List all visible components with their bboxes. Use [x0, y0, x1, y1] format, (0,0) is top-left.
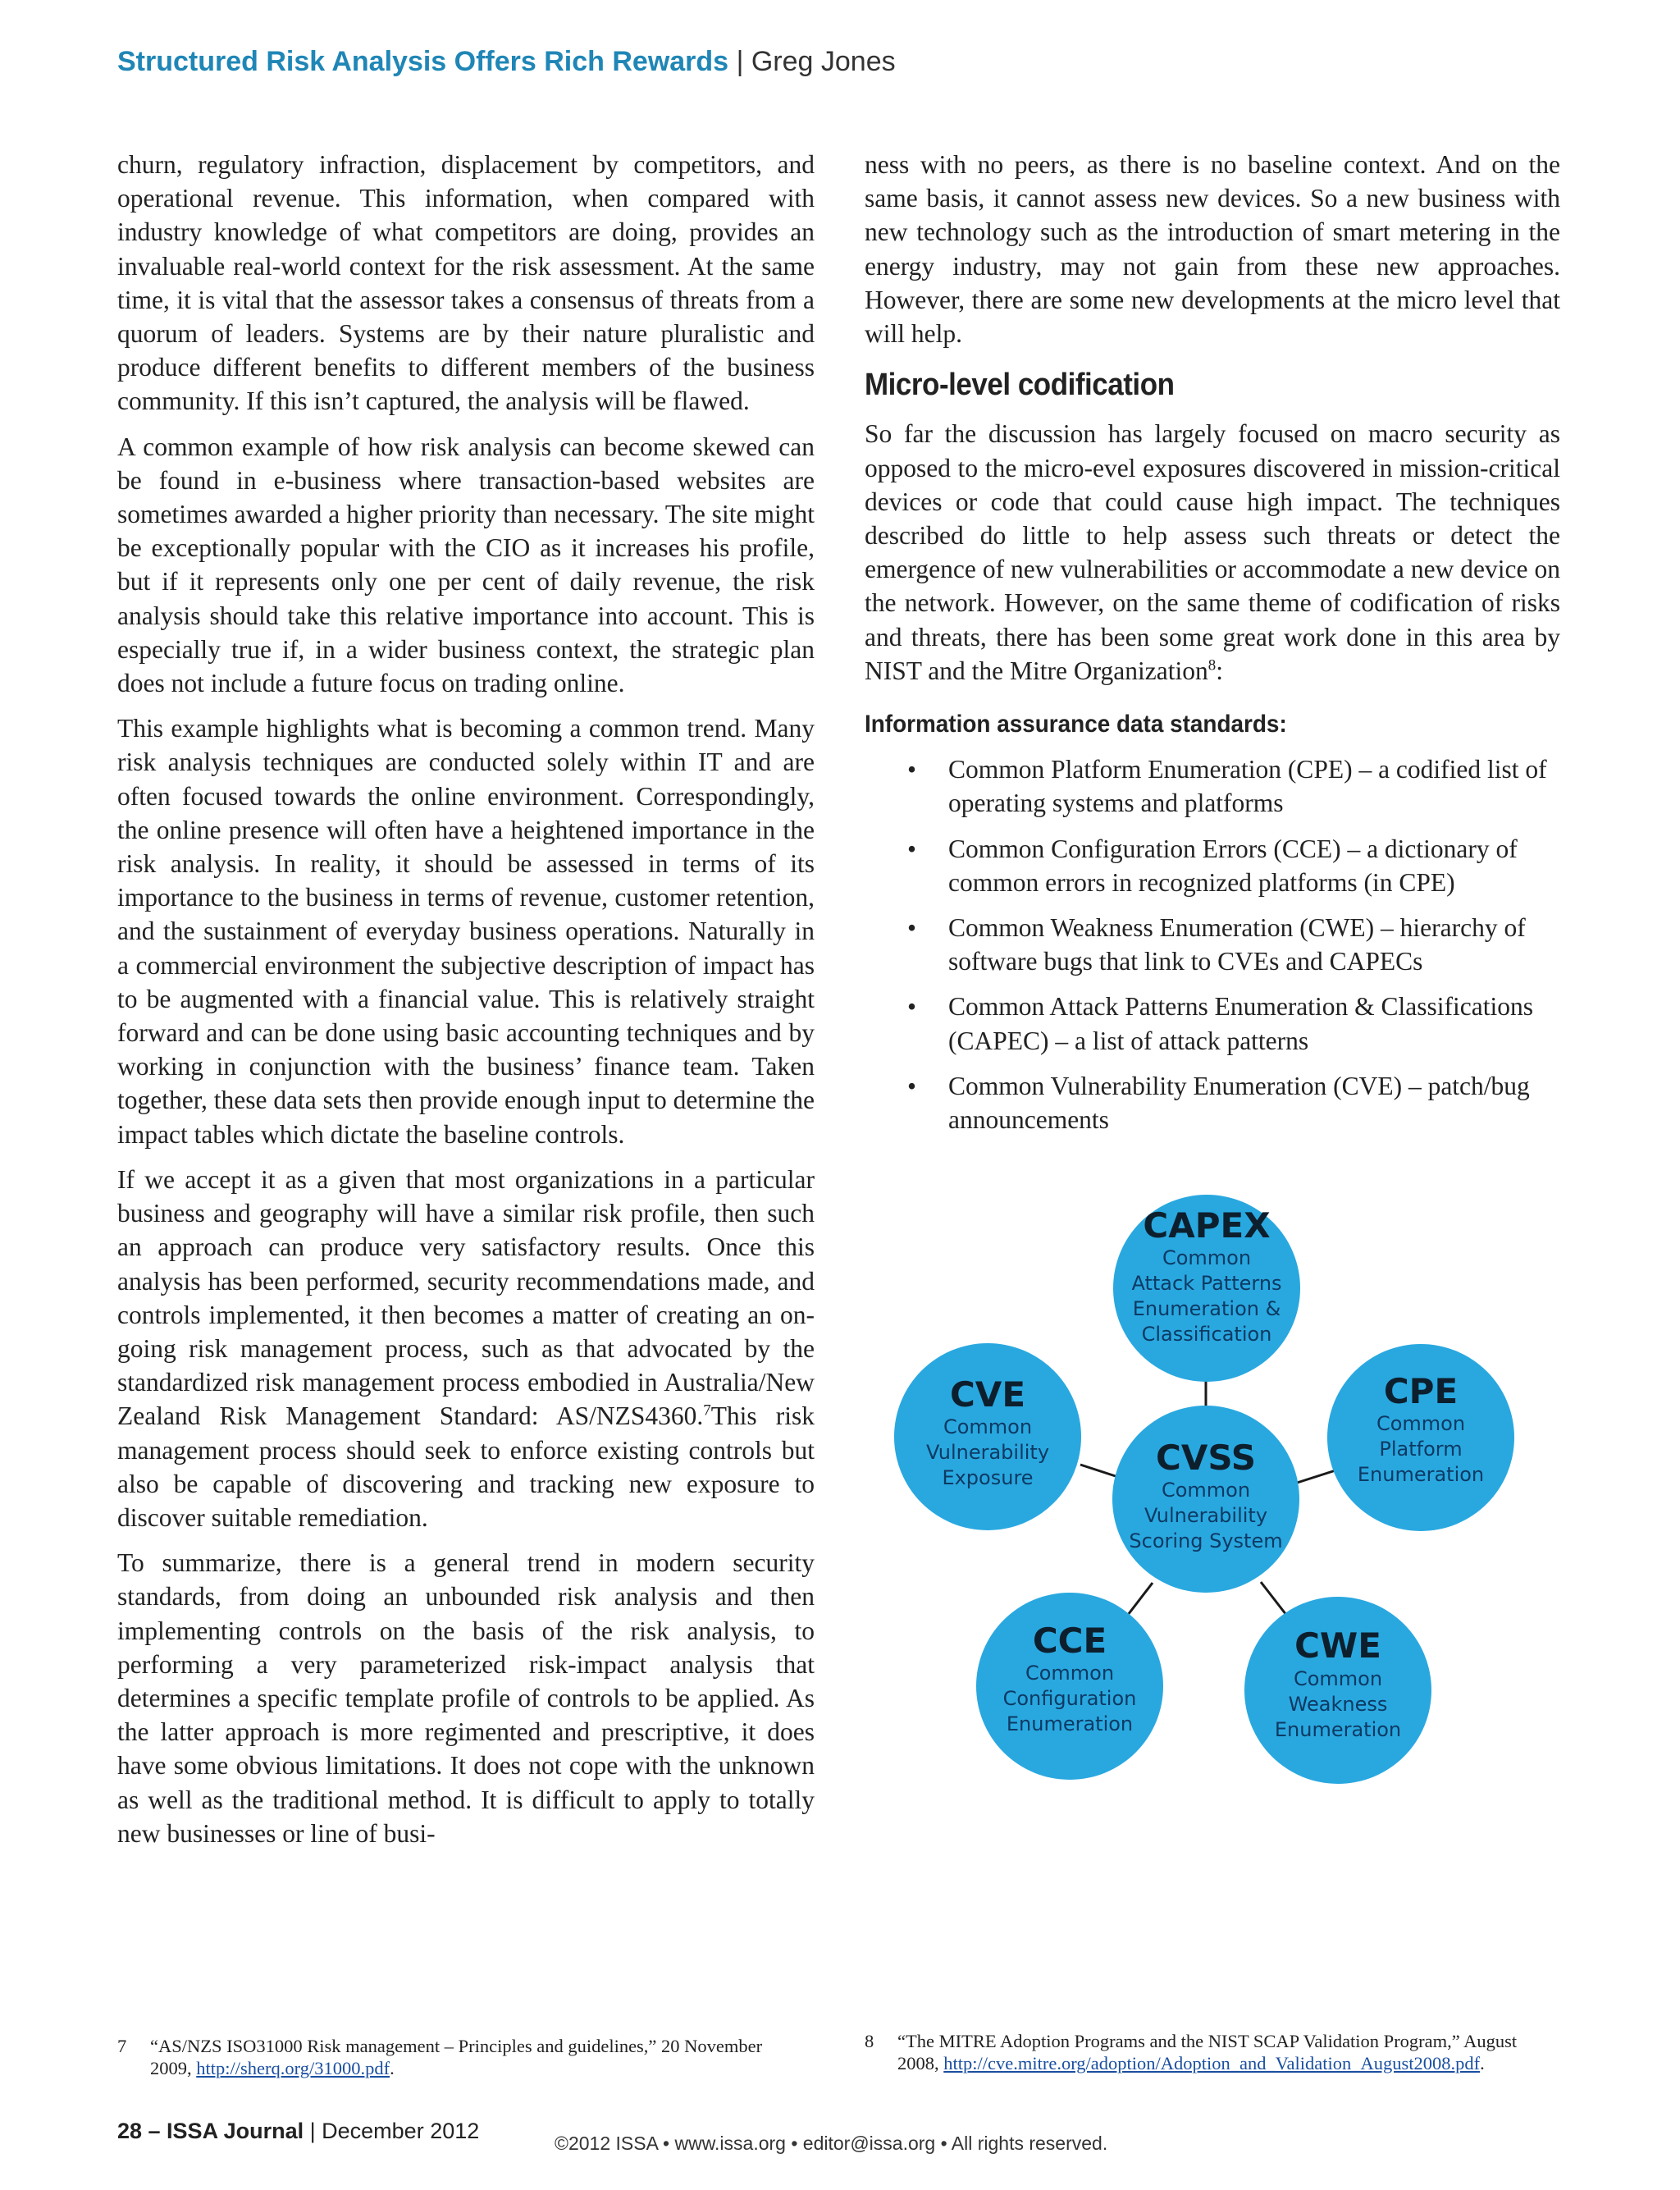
cve-title: CVE: [949, 1374, 1026, 1415]
list-item: [901, 911, 1560, 978]
paragraph-text: If we accept it as a given that most organizations in a particular business and geography will have a similar risk profile, then such an approach can produce very satisfactory results. Once this analysis has been performed, security recommendations made, and controls implemented, it then becomes a matter of creating an on-going risk management process, such as that advocated by the standardized risk management process embodied in Australia/New Zealand Risk Management Standard: AS/NZS4360.: [117, 1164, 815, 1431]
capex-line: Common: [1162, 1246, 1252, 1269]
standards-diagram: [894, 1182, 1534, 1805]
footnote-text: “The MITRE Adoption Programs and the NIST SCAP Validation Program,” August: [897, 2031, 1518, 2051]
folio-separator: |: [309, 2119, 316, 2143]
footnote-link[interactable]: http://cve.mitre.org/adoption/Adoption_and_Validation_August2008.pdf: [943, 2053, 1481, 2073]
connector-cve: [1080, 1465, 1121, 1478]
article-author: Greg Jones: [751, 46, 896, 77]
footnote-link[interactable]: http://sherq.org/31000.pdf: [196, 2058, 390, 2078]
footnote-number: 7: [117, 2036, 127, 2056]
cpe-line: Common: [1376, 1412, 1466, 1435]
paragraph-text: This risk management process should seek to enforce existing controls but also be capable of discovering and tracking new exposure to discover suitable remediation.: [117, 1401, 815, 1532]
issue-date: December 2012: [322, 2119, 480, 2143]
cve-line: Exposure: [942, 1466, 1034, 1489]
article-title: Structured Risk Analysis Offers Rich Rewards: [117, 46, 729, 77]
cce-line: Common: [1025, 1662, 1115, 1685]
paragraph: [117, 1163, 815, 1534]
cvss-line: Common: [1161, 1479, 1251, 1502]
list-heading: Information assurance data standards:: [865, 711, 1287, 738]
capex-line: Attack Patterns: [1131, 1272, 1282, 1295]
capex-title: CAPEX: [1143, 1205, 1271, 1246]
footnote-ref[interactable]: 8: [1208, 656, 1217, 674]
connector-cpe: [1292, 1470, 1335, 1484]
bullet-icon: •: [907, 834, 917, 863]
bullet-icon: •: [907, 755, 917, 784]
paragraph: [865, 417, 1560, 688]
list-item: [901, 990, 1560, 1057]
page-number: 28 – ISSA Journal: [117, 2119, 304, 2143]
capex-line: Classification: [1141, 1323, 1272, 1346]
footnote-text: .: [390, 2058, 395, 2078]
cwe-line: Weakness: [1288, 1693, 1388, 1716]
footnote-text: “AS/NZS ISO31000 Risk management – Principles and guidelines,” 20 November: [150, 2036, 763, 2056]
list-item-text: Common Weakness Enumeration (CWE) – hierarchy of software bugs that link to CVEs and CAPECs: [948, 913, 1526, 976]
cve-line: Vulnerability: [925, 1441, 1050, 1464]
footnote-ref[interactable]: 7: [703, 1401, 711, 1420]
footnote-line: [117, 2057, 798, 2079]
cpe-line: Platform: [1379, 1438, 1463, 1461]
cce-line: Configuration: [1002, 1687, 1137, 1710]
footnote-line: [865, 2030, 1560, 2052]
list-item-text: Common Configuration Errors (CCE) – a dictionary of common errors in recognized platforms (in CPE): [948, 834, 1518, 897]
footnote-text: 2008,: [897, 2053, 944, 2073]
footnote-7: [117, 2035, 798, 2079]
header-separator: |: [736, 46, 744, 77]
paragraph-text: :: [1216, 656, 1223, 685]
footnote-number: 8: [865, 2031, 874, 2051]
bullet-icon: •: [907, 913, 917, 943]
cwe-line: Enumeration: [1274, 1718, 1402, 1741]
list-item-text: Common Vulnerability Enumeration (CVE) – patch/bug announcements: [948, 1071, 1530, 1135]
cce-title: CCE: [1032, 1621, 1107, 1661]
cce-line: Enumeration: [1006, 1712, 1134, 1735]
copyright-line: ©2012 ISSA • www.issa.org • editor@issa.org • All rights reserved.: [555, 2133, 1108, 2154]
cpe-title: CPE: [1383, 1371, 1459, 1411]
standards-list: [901, 752, 1560, 1136]
bullet-icon: •: [907, 1071, 917, 1100]
cvss-line: Vulnerability: [1144, 1504, 1268, 1527]
cvss-title: CVSS: [1156, 1438, 1256, 1478]
cve-line: Common: [943, 1415, 1033, 1438]
list-item: [901, 832, 1560, 899]
cvss-line: Scoring System: [1129, 1529, 1283, 1552]
paragraph: A common example of how risk analysis can become skewed can be found in e-business where transaction-based websites are sometimes awarded a higher priority than necessary. The site might be exceptionally popular with the CIO as it increases his profile, but if it represents only one per cent of daily revenue, the risk analysis should take this relative importance into account. This is especially true if, in a wider business context, the strategic plan does not include a future focus on trading online.: [117, 432, 815, 698]
connector-cwe: [1261, 1582, 1286, 1615]
left-column: [117, 148, 815, 1862]
list-item: [901, 1069, 1560, 1136]
paragraph-text: So far the discussion has largely focused on macro security as opposed to the micro-evel exposures discovered in mission-critical devices or code that could cause high impact. The techniques described do little to help assess such threats or detect the emergence of new vulnerabilities or accommodate a new device on the network. However, on the same theme of codification of risks and threats, there has been some great work done in this area by NIST and the Mitre Organization: [865, 419, 1560, 685]
footnote-8: [865, 2030, 1560, 2074]
footnote-line: [117, 2035, 798, 2057]
footnote-text: 2009,: [150, 2058, 197, 2078]
cwe-line: Common: [1293, 1667, 1383, 1690]
paragraph: To summarize, there is a general trend in modern security standards, from doing an unbounded risk analysis and then implementing controls on the basis of the risk analysis, to performing a very parameterized risk-impact analysis that determines a specific template profile of controls to be applied. As the latter approach is more regimented and prescriptive, it does have some obvious limitations. It does not cope with the unknown as well as the traditional method. It is difficult to apply to totally new businesses or line of busi-: [117, 1548, 815, 1848]
section-heading: Micro-level codification: [865, 368, 1175, 403]
list-item: [901, 752, 1560, 820]
cwe-title: CWE: [1294, 1625, 1381, 1666]
standards-diagram-svg: [894, 1182, 1534, 1805]
footnote-text: .: [1480, 2053, 1485, 2073]
capex-line: Enumeration &: [1132, 1297, 1281, 1320]
bullet-icon: •: [907, 992, 917, 1022]
cpe-line: Enumeration: [1357, 1463, 1485, 1486]
paragraph: This example highlights what is becoming a common trend. Many risk analysis techniques are conducted solely within IT and are often focused towards the online environment. Correspondingly, the online presence will often have a heightened importance in the risk analysis. In reality, it should be assessed in terms of its importance to the business in terms of revenue, customer retention, and the sustainment of everyday business operations. Naturally in a commercial environment the subjective description of impact has to be augmented with a financial value. This is relatively straight forward and can be done using basic accounting techniques and by working in conjunction with the business’ finance team. Taken together, these data sets then provide enough input to determine the impact tables which dictate the baseline controls.: [117, 714, 815, 1149]
page-folio: [117, 2119, 479, 2144]
paragraph: ness with no peers, as there is no baseline context. And on the same basis, it cannot assess new devices. So a new business with new technology such as the introduction of smart metering in the energy industry, may not gain from these new approaches. However, there are some new developments at the micro level that will help.: [865, 150, 1560, 349]
footnote-line: [865, 2052, 1560, 2074]
paragraph: churn, regulatory infraction, displacement by competitors, and operational revenue. This information, when compared with industry knowledge of what competitors are doing, provides an invaluable real-world context for the risk assessment. At the same time, it is vital that the assessor takes a consensus of threats from a quorum of leaders. Systems are by their nature pluralistic and produce different benefits to different members of the business community. If this isn’t captured, the analysis will be flawed.: [117, 150, 815, 416]
list-item-text: Common Platform Enumeration (CPE) – a codified list of operating systems and platforms: [948, 755, 1547, 818]
connector-cce: [1128, 1583, 1153, 1615]
list-item-text: Common Attack Patterns Enumeration & Classifications (CAPEC) – a list of attack patterns: [948, 992, 1534, 1055]
right-column: [865, 148, 1560, 1148]
running-header: [117, 46, 896, 78]
